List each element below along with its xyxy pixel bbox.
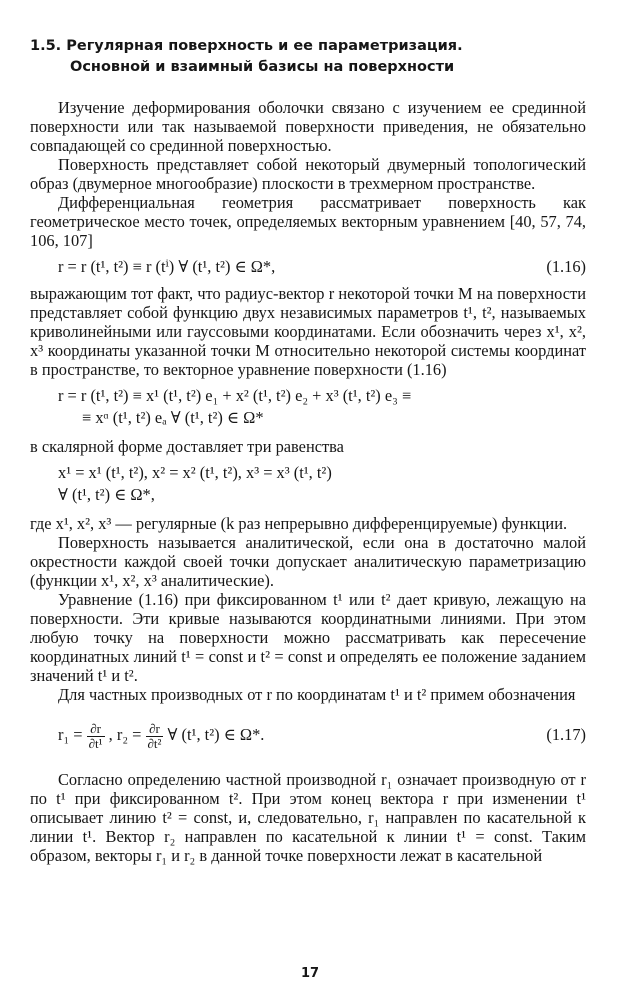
- scalar-equations-row-2: ∀ (t¹, t²) ∈ Ω*,: [58, 485, 155, 504]
- equation-1-17: [30, 718, 586, 752]
- equation-1-17-r2: , r₂ =: [108, 725, 142, 744]
- equation-1-17-r1: r₁ =: [58, 725, 83, 744]
- fraction-dr-dt2-numerator: ∂r: [146, 722, 164, 737]
- equation-1-16-body: r = r (t¹, t²) ≡ r (tⁱ) ∀ (t¹, t²) ∈ Ω*,: [58, 257, 276, 276]
- paragraph-2: Поверхность представляет собой некоторый двумерный топологический образ (двумерное многообразие) плоскости в трехмерном пространстве.: [30, 155, 586, 193]
- fraction-dr-dt1: [87, 722, 105, 751]
- vector-equation-row-2: ≡ xᵅ (t¹, t²) eₐ ∀ (t¹, t²) ∈ Ω*: [82, 408, 264, 427]
- section-heading: [30, 36, 586, 78]
- paragraph-4: выражающим тот факт, что радиус-вектор r некоторой точки M на поверхности представляет собой функцию двух независимых параметров t¹, t², называемых криволинейными или гауссовыми координатами. Если обозначить через x¹, x², x³ координаты указанной точки M относительно некоторой системы координат в пространстве, то векторное уравнение поверхности (1.16): [30, 284, 586, 379]
- fraction-dr-dt2-denominator: ∂t²: [147, 735, 162, 751]
- paragraph-6: где x¹, x², x³ — регулярные (k раз непрерывно дифференцируемые) функции.: [30, 514, 568, 533]
- paragraph-5: в скалярной форме доставляет три равенства: [30, 437, 344, 456]
- page-number: 17: [300, 966, 320, 981]
- fraction-dr-dt2: [146, 722, 164, 751]
- paragraph-1: Изучение деформирования оболочки связано с изучением ее срединной поверхности или так называемой поверхности приведения, не обязательно совпадающей со срединной поверхностью.: [30, 98, 586, 155]
- paragraph-8: Уравнение (1.16) при фиксированном t¹ или t² дает кривую, лежащую на поверхности. Эти кривые называются координатными линиями. При этом любую точку на поверхности можно рассматривать как пересечение координатных линий t¹ = const и t² = const и определять ее положение заданием значений t¹ и t².: [30, 590, 586, 685]
- scalar-equations-row-1: x¹ = x¹ (t¹, t²), x² = x² (t¹, t²), x³ = x³ (t¹, t²): [58, 463, 332, 482]
- fraction-dr-dt1-denominator: ∂t¹: [88, 735, 103, 751]
- equation-1-16-number: (1.16): [546, 257, 586, 276]
- paragraph-9: Для частных производных от r по координатам t¹ и t² примем обозначения: [58, 685, 576, 704]
- equation-1-17-number: (1.17): [546, 725, 586, 744]
- vector-equation-row-1: r = r (t¹, t²) ≡ x¹ (t¹, t²) e₁ + x² (t¹, t²) e₂ + x³ (t¹, t²) e₃ ≡: [58, 386, 412, 405]
- equation-1-17-tail: ∀ (t¹, t²) ∈ Ω*.: [167, 725, 265, 744]
- equation-1-16: [30, 256, 586, 278]
- paragraph-7: Поверхность называется аналитической, если она в достаточно малой окрестности каждой своей точки допускает аналитическую параметризацию (функции x¹, x², x³ аналитические).: [30, 533, 586, 590]
- section-heading-line2: Основной и взаимный базисы на поверхности: [70, 59, 455, 75]
- scalar-equations: [30, 462, 586, 506]
- vector-equation: [30, 385, 586, 429]
- section-heading-line1: 1.5. Регулярная поверхность и ее параметризация.: [30, 38, 463, 54]
- paragraph-3: Дифференциальная геометрия рассматривает поверхность как геометрическое место точек, определяемых векторным уравнением [40, 57, 74, 106, 107]: [30, 193, 586, 250]
- fraction-dr-dt1-numerator: ∂r: [87, 722, 105, 737]
- equation-1-17-body: [58, 718, 264, 752]
- paragraph-10: Согласно определению частной производной r₁ означает производную от r по t¹ при фиксированном t². При этом конец вектора r при изменении t¹ описывает линию t² = const, и, следовательно, r₁ направлен по касательной к линии t¹. Вектор r₂ направлен по касательной к линии t¹ = const. Таким образом, векторы r₁ и r₂ в данной точке поверхности лежат в касательной: [30, 770, 586, 865]
